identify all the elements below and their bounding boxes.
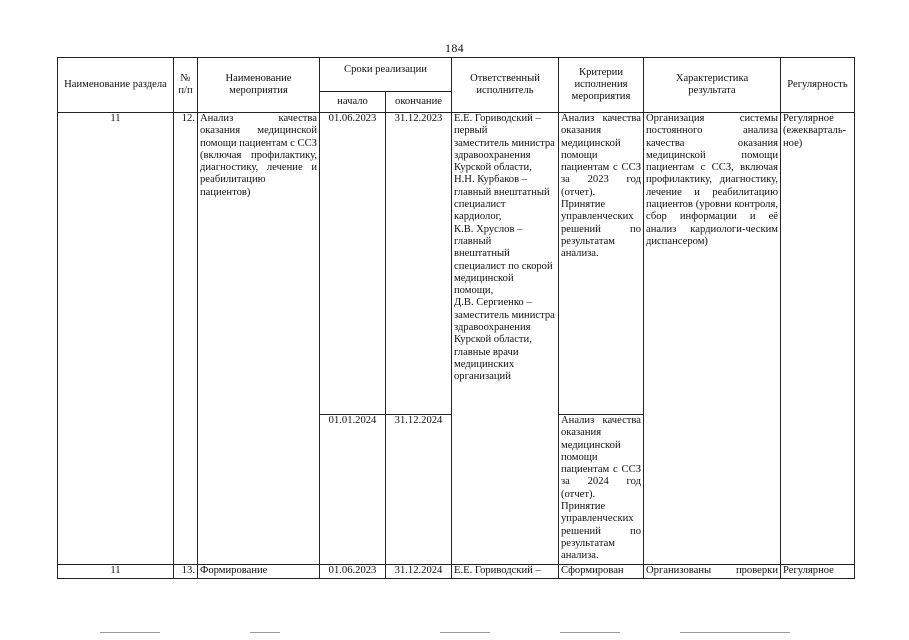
row-end: 31.12.2023 [386, 113, 452, 415]
row-section: 11 [58, 565, 174, 579]
scan-mark [680, 632, 790, 633]
header-end: окончание [386, 92, 452, 113]
scan-mark [250, 632, 280, 633]
header-num: № п/п [174, 58, 198, 113]
row-num: 12. [174, 113, 198, 565]
row-result: Организованы проверки [644, 565, 781, 579]
header-regularity: Регулярность [781, 58, 855, 113]
row-criteria-2: Анализ качества оказания медицинской помощи пациентам с ССЗ за 2024 год (отчет). Принятие управленческих решений по результатам анализа. [559, 415, 644, 565]
events-table [57, 57, 855, 579]
header-row [58, 58, 855, 92]
header-terms: Сроки реализации [320, 58, 452, 92]
row-criteria: Анализ качества оказания медицинской помощи пациентам с ССЗ за 2023 год (отчет). Принятие управленческих решений по результатам анализа. [559, 113, 644, 415]
header-section-name: Наименование раздела [58, 58, 174, 113]
row-responsible: Е.Е. Гориводский – [452, 565, 559, 579]
row-criteria: Сформирован [559, 565, 644, 579]
row-result: Организация системы постоянного анализа качества оказания медицинской помощи пациентам с ССЗ, включая профилактику, диагностику, лечение и реабилитацию пациентов (уровни контроля, сбор информации и её анализ кардиологи-ческим диспансером) [644, 113, 781, 565]
page-number: 184 [445, 41, 464, 55]
table-row [58, 565, 855, 579]
row-event: Формирование [198, 565, 320, 579]
row-start-2: 01.01.2024 [320, 415, 386, 565]
header-responsible: Ответственный исполнитель [452, 58, 559, 113]
scan-mark [100, 632, 160, 633]
row-responsible: Е.Е. Гориводский – первый заместитель министра здравоохранения Курской области, Н.Н. Курбаков – главный внештатный специалист кардиолог, К.В. Хруслов – главный внештатный специалист по скорой медицинской помощи, Д.В. Сергиенко – заместитель министра здравоохранения Курской области, главные врачи медицинских организаций [452, 113, 559, 565]
row-num: 13. [174, 565, 198, 579]
row-regularity: Регулярное (ежекварталь-ное) [781, 113, 855, 565]
scan-mark [440, 632, 490, 633]
row-event: Анализ качества оказания медицинской помощи пациентам с ССЗ (включая профилактику, диагностику, лечение и реабилитацию пациентов) [198, 113, 320, 565]
row-end: 31.12.2024 [386, 565, 452, 579]
row-section: 11 [58, 113, 174, 565]
row-regularity: Регулярное [781, 565, 855, 579]
header-start: начало [320, 92, 386, 113]
header-event-name: Наименование мероприятия [198, 58, 320, 113]
scan-mark [560, 632, 620, 633]
row-start: 01.06.2023 [320, 565, 386, 579]
table-row [58, 113, 855, 415]
header-result: Характеристика результата [644, 58, 781, 113]
header-criteria: Критерии исполнения мероприятия [559, 58, 644, 113]
row-end-2: 31.12.2024 [386, 415, 452, 565]
row-start: 01.06.2023 [320, 113, 386, 415]
